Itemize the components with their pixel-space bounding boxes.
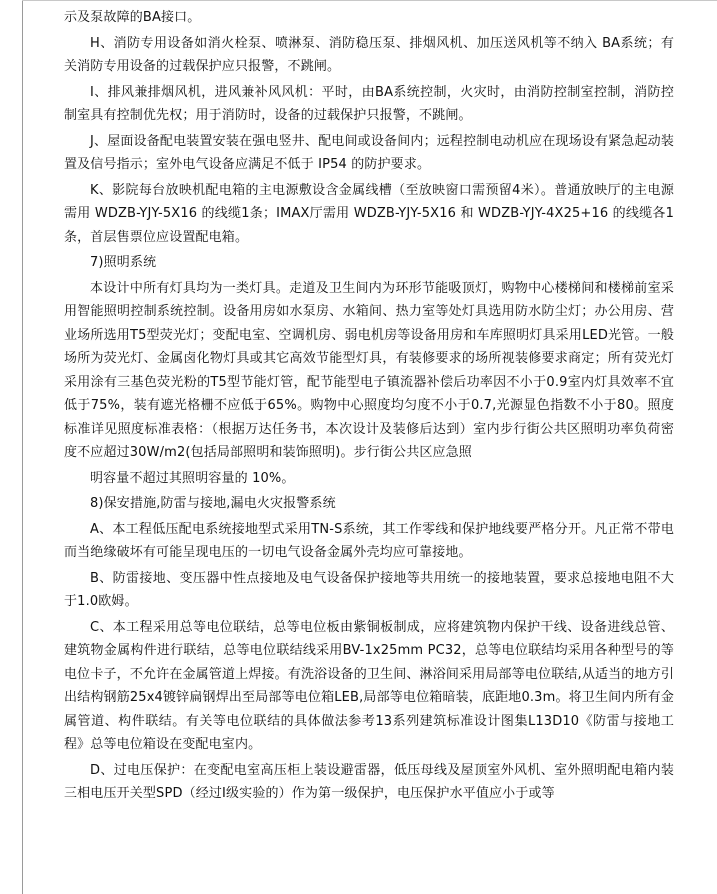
paragraph-i-exhaust-fans: I、排风兼排烟风机，进风兼补风风机：平时，由BA系统控制，火灾时，由消防控制室控制，消防控制室具有控制优先权；用于消防时，设备的过载保护只报警，不跳闸。 (64, 84, 674, 123)
paragraph-h-fire-equipment: H、消防专用设备如消火栓泵、喷淋泵、消防稳压泵、排烟风机、加压送风机等不纳入 BA系统；有关消防专用设备的过载保护应只报警，不跳闸。 (64, 35, 674, 74)
paragraph-a-grounding-system: A、本工程低压配电系统接地型式采用TN-S系统，其工作零线和保护地线要严格分开。凡正常不带电而当绝缘破坏有可能呈现电压的一切电气设备金属外壳均应可靠接地。 (64, 521, 674, 560)
paragraph-d-overvoltage-protection: D、过电压保护：在变配电室高压柜上装设避雷器，低压母线及屋顶室外风机、室外照明配电箱内装三相电压开关型SPD（经过I级实验的）作为第一级保护，电压保护水平值应小于或等 (64, 762, 674, 801)
paragraph-emergency-lighting: 明容量不超过其照明容量的 10%。 (90, 470, 295, 486)
paragraph-k-cinema-projector: K、影院每台放映机配电箱的主电源敷设含金属线槽（至放映窗口需预留4米）。普通放映厅的主电源需用 WDZB-YJY-5X16 的线缆1条；IMAX厅需用 WDZB-YJY-5X16 和 WDZB-YJY-4X25+16 的线缆各1条，首层售票位应设置配电箱。 (64, 182, 674, 245)
document-body (64, 6, 674, 806)
section-heading-security-grounding: 8)保安措施,防雷与接地,漏电火灾报警系统 (90, 496, 336, 511)
paragraph-c-equipotential-bonding: C、本工程采用总等电位联结，总等电位板由紫铜板制成，应将建筑物内保护干线、设备进线总管、建筑物金属构件进行联结，总等电位联结线采用BV-1x25mm PC32，总等电位联结均采用各种型号的等电位卡子，不允许在金属管道上焊接。有洗浴设备的卫生间、淋浴间采用局部等电位联结,从适当的地方引出结构钢筋25x4镀锌扁钢焊出至局部等电位箱LEB,局部等电位箱暗装，底距地0.3m。将卫生间内所有金属管道、构件联结。有关等电位联结的具体做法参考13系列建筑标准设计图集L13D10《防雷与接地工程》总等电位箱设在变配电室内。 (64, 619, 674, 752)
paragraph-j-roof-equipment: J、屋面设备配电装置安装在强电竖井、配电间或设备间内；远程控制电动机应在现场设有紧急起动装置及信号指示；室外电气设备应满足不低于 IP54 的防护要求。 (64, 133, 674, 172)
paragraph-ba-interface-end: 示及泵故障的BA接口。 (64, 10, 201, 25)
page-left-border (22, 0, 23, 894)
paragraph-lighting-design: 本设计中所有灯具均为一类灯具。走道及卫生间内为环形节能吸顶灯，购物中心楼梯间和楼梯前室采用智能照明控制系统控制。设备用房如水泵房、水箱间、热力室等处灯具选用防水防尘灯；办公用房、营业场所选用T5型荧光灯；变配电室、空调机房、弱电机房等设备用房和车库照明灯具采用LED光管。一般场所为荧光灯、金属卤化物灯具或其它高效节能型灯具，有装修要求的场所视装修要求商定；所有荧光灯采用涂有三基色荧光粉的T5型节能灯管，配节能型电子镇流器补偿后功率因不小于0.9室内灯具效率不宜低于75%，装有遮光格栅不应低于65%。购物中心照度均匀度不小于0.7,光源显色指数不小于80。照度标准详见照度标准表格：（根据万达任务书，本次设计及装修后达到）室内步行街公共区照明功率负荷密度不应超过30W/m2(包括局部照明和装饰照明)。步行街公共区应急照 (64, 280, 674, 460)
page-top-border (22, 0, 717, 1)
section-heading-lighting: 7)照明系统 (90, 255, 157, 270)
paragraph-b-lightning-grounding: B、防雷接地、变压器中性点接地及电气设备保护接地等共用统一的接地装置，要求总接地电阻不大于1.0欧姆。 (64, 570, 674, 609)
